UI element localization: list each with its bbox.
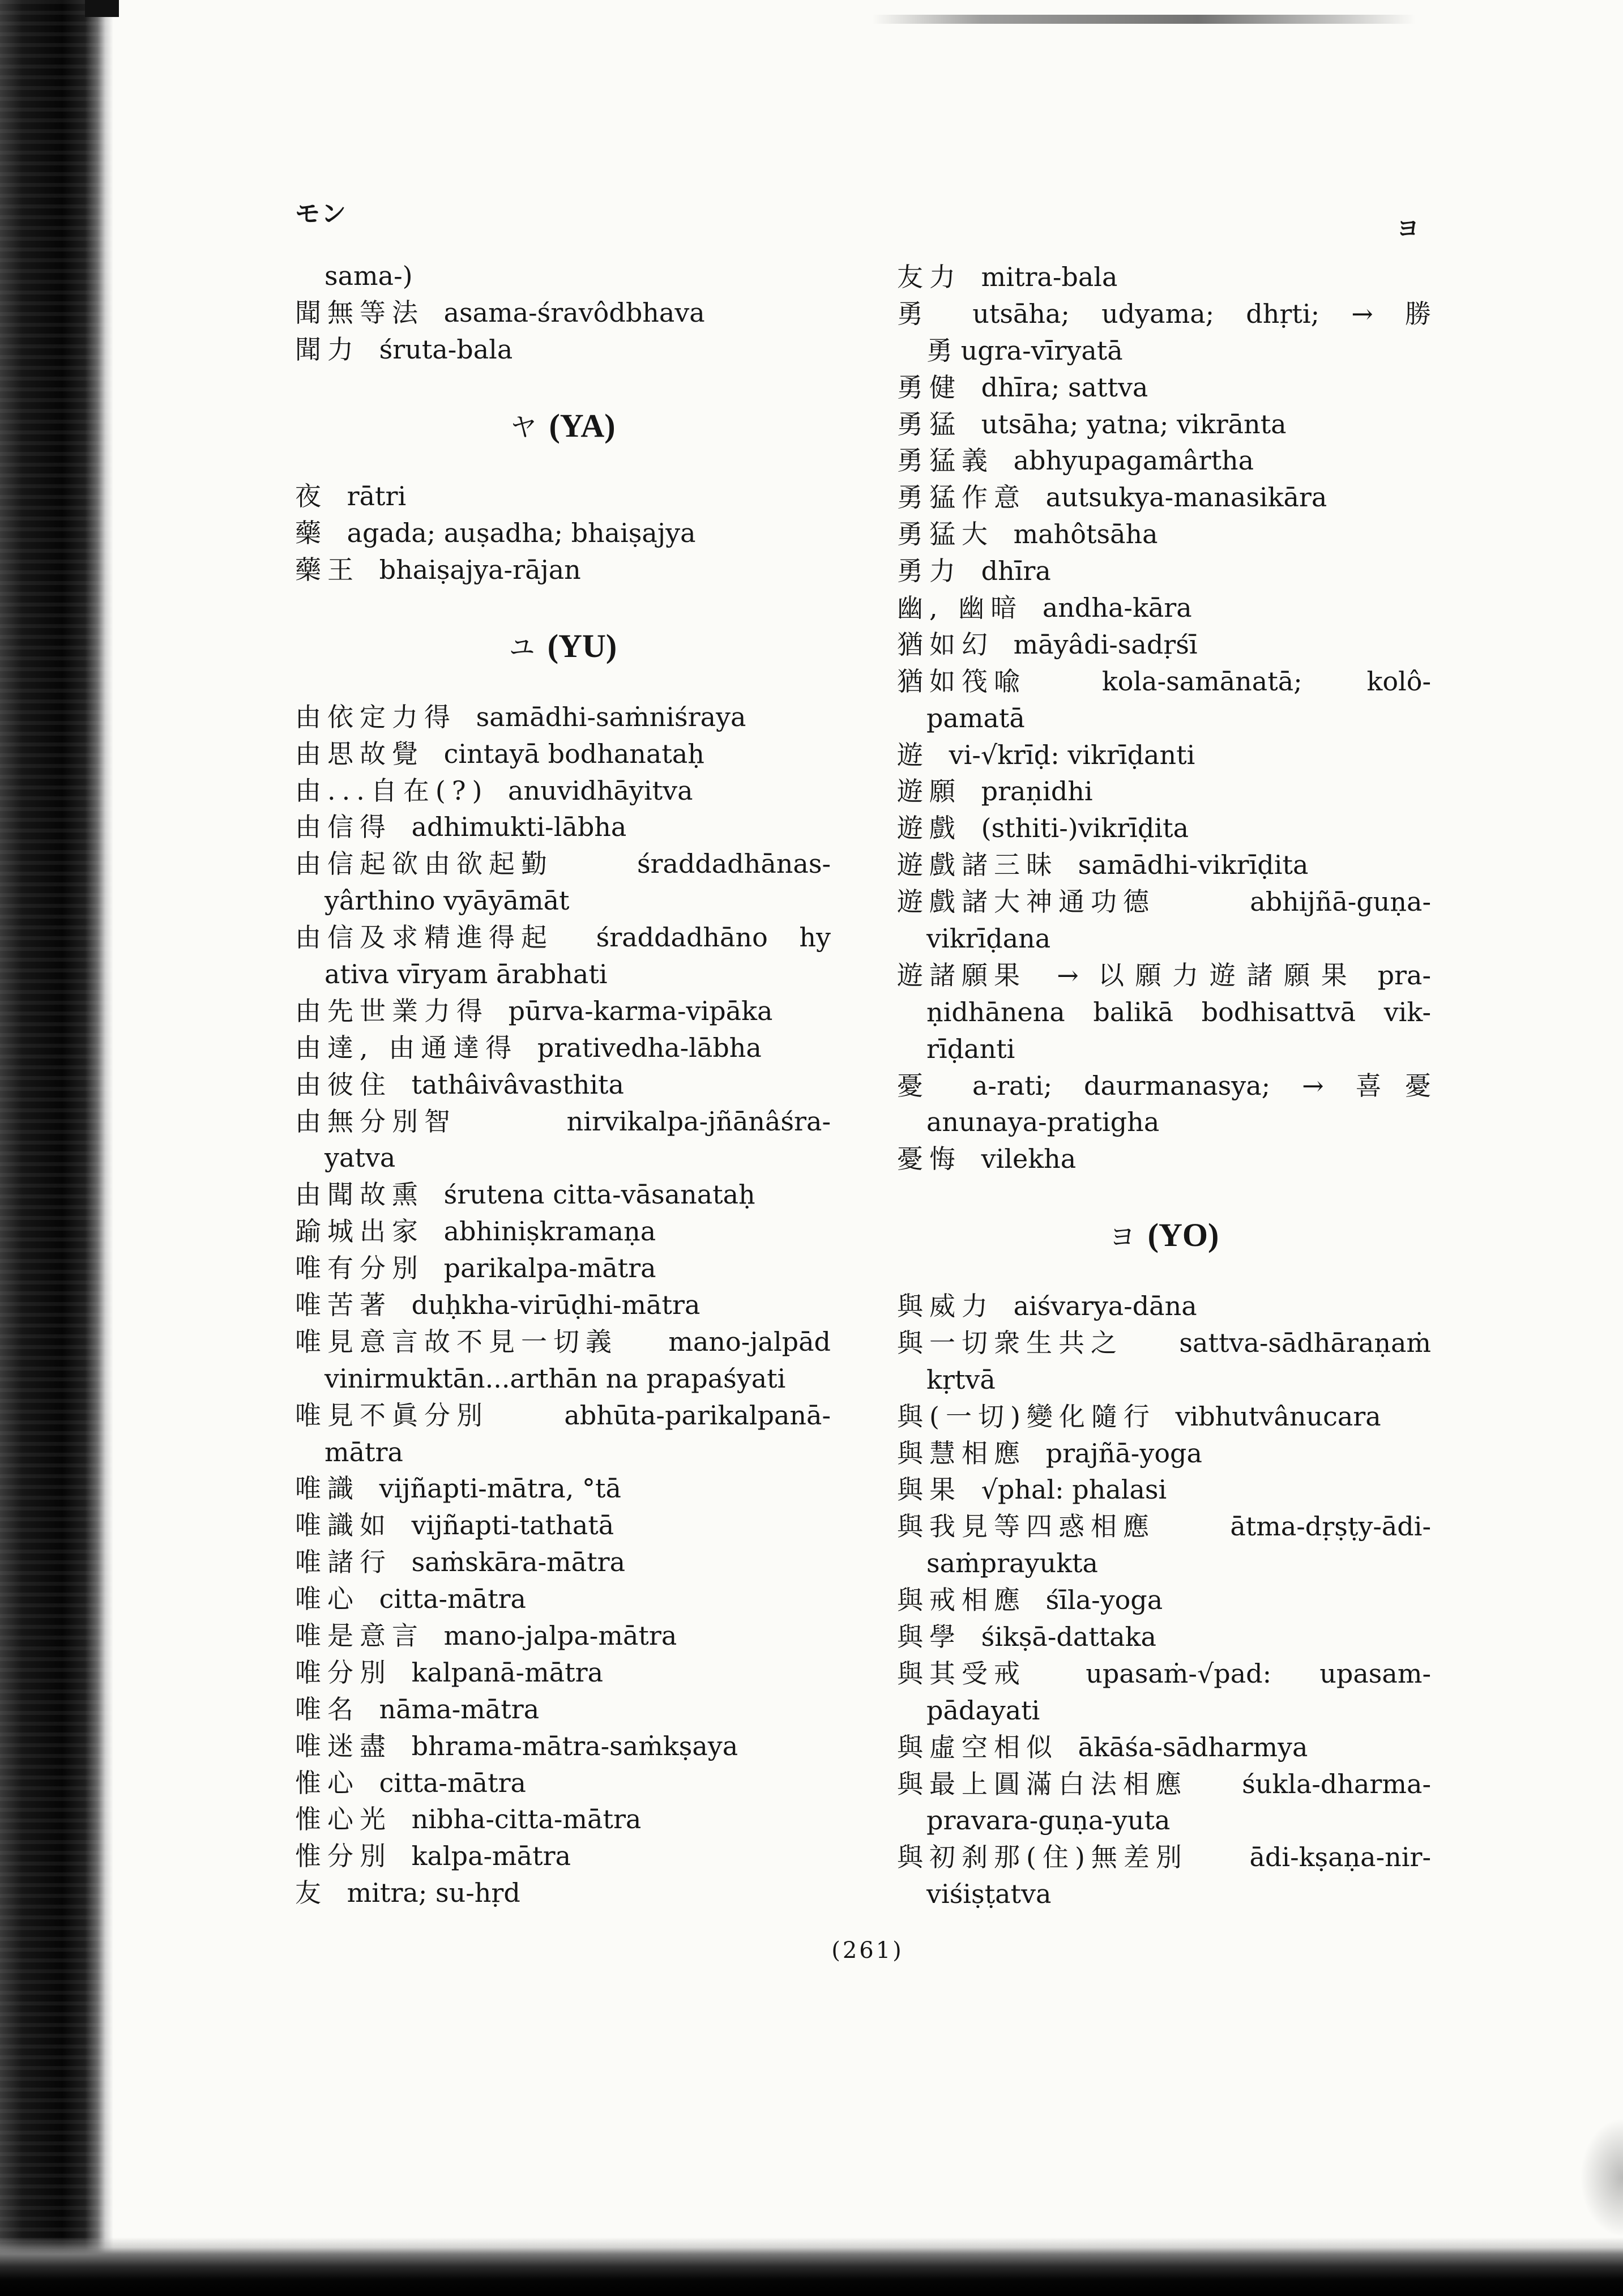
entry-headword: 唯識 [295,1473,360,1504]
entry-headword: 由思故覺 [295,738,424,769]
entry-gloss: mahôtsāha [1013,519,1158,550]
entry-gloss: śikṣā-dattaka [981,1621,1156,1652]
dictionary-entry [897,1766,1431,1803]
entry-gloss: praṇidhi [981,776,1093,807]
dictionary-entry [295,773,831,809]
entry-headword: 遊 [897,739,929,770]
entry-gloss: yatva [324,1142,396,1173]
dictionary-entry [295,1287,831,1324]
dictionary-entry [295,846,831,882]
dictionary-entry [897,737,1431,774]
entry-headword: 唯有分別 [295,1253,424,1284]
entry-headword: 與虛空相似 [897,1731,1058,1762]
entry-headword: 由信得 [295,812,392,843]
entry-gloss: vi-√krīḍ: vikrīḍanti [949,739,1195,770]
section-heading-kana: ヨ [1109,1221,1135,1252]
entry-gloss: citta-mātra [379,1584,526,1615]
dictionary-entry [897,1655,1431,1692]
entry-continuation-line [897,1876,1431,1913]
dictionary-entry [897,1508,1431,1545]
scan-bottom-edge [0,2237,1623,2296]
entry-headword: 遊諸願果 [897,959,1026,991]
entry-headword: 猶如筏喩 [897,665,1026,697]
entry-gloss: śukla-dharma- [1242,1768,1431,1799]
dictionary-entry [295,919,831,956]
entry-gloss: mitra; su-hṛd [347,1877,520,1909]
dictionary-entry [295,736,831,773]
entry-headword: 唯迷盡 [295,1730,392,1761]
entry-gloss: ativa vīryam ārabhati [324,958,608,989]
dictionary-entry [295,295,831,331]
dictionary-entry [897,1325,1431,1362]
entry-gloss: śraddadhānas- [637,848,831,880]
entry-gloss: śruta-bala [379,334,513,365]
entry-headword: 與一切衆生共之 [897,1327,1123,1358]
entry-continuation-line [295,956,831,993]
entry-gloss: viśiṣṭatva [926,1879,1052,1910]
entry-headword: 友力 [897,262,962,292]
dictionary-entry [295,1765,831,1802]
entry-headword: 唯苦著 [295,1289,392,1320]
entry-gloss: mātra [324,1436,403,1467]
entry-gloss: citta-mātra [379,1767,526,1798]
dictionary-entry [897,1068,1431,1104]
dictionary-entry [295,1581,831,1618]
entry-headword: 唯諸行 [295,1547,392,1578]
dictionary-entry [897,1141,1431,1177]
entry-gloss: pūrva-karma-vipāka [508,995,773,1026]
entry-headword: 唯是意言 [295,1620,424,1651]
dictionary-entry [897,626,1431,663]
scan-top-corner-mark [85,0,119,17]
entry-gloss: 勇 ugra-vīryatā [926,335,1123,366]
entry-gloss: kalpanā-mātra [411,1657,604,1688]
dictionary-entry [897,810,1431,847]
dictionary-entry [897,957,1431,994]
entry-gloss: nibha-citta-mātra [411,1804,642,1835]
dictionary-entry [897,1435,1431,1472]
entry-gloss: kalpa-mātra [411,1841,571,1872]
dictionary-entry [897,1619,1431,1655]
entry-gloss: asama-śravôdbhava [443,297,705,328]
dictionary-entry [897,1729,1431,1766]
entry-gloss: yârthino vyāyāmāt [324,885,570,916]
entry-headword: 與最上圓滿白法相應 [897,1768,1188,1799]
entry-headword: 夜 [295,481,327,512]
entry-gloss: utsāha; udyama; dhṛti; → 勝 [972,298,1431,329]
entry-gloss: pādayati [926,1695,1040,1726]
page-number: (261) [831,1937,904,1964]
entry-gloss: upasaṁ-√pad: upasam- [1086,1658,1431,1689]
section-heading [295,368,831,479]
entry-headword: 聞無等法 [295,297,424,328]
entry-headword: 聞力 [295,334,360,365]
entry-continuation-line [295,1140,831,1176]
entry-gloss: aiśvarya-dāna [1013,1290,1197,1321]
entry-gloss: abhijñā-guṇa- [1250,886,1431,917]
entry-gloss: bhrama-mātra-saṁkṣaya [411,1730,738,1761]
entry-gloss: abhiniṣkramaṇa [443,1216,656,1247]
entry-headword: 勇力 [897,556,962,587]
entry-gloss: utsāha; yatna; vikrānta [981,408,1287,439]
entry-headword: 藥 [295,518,327,549]
entry-gloss: rīḍanti [926,1033,1015,1064]
dictionary-entry [295,1176,831,1213]
entry-gloss: abhūta-parikalpanā- [564,1399,831,1431]
dictionary-entry [295,699,831,736]
entry-gloss: anunaya-pratigha [926,1107,1160,1138]
section-heading-kana: ユ [509,632,535,663]
entry-gloss: ātma-dṛṣṭy-ādi- [1230,1511,1431,1542]
left-column [295,258,831,1911]
entry-headword: 唯見意言故不見一切義 [295,1326,618,1357]
entry-headword: 遊戲諸大神通功德 [897,886,1155,917]
scan-binding-shadow [0,0,113,2296]
entry-gloss: √phal: phalasi [981,1474,1167,1505]
section-heading-roman: (YO) [1147,1217,1219,1254]
section-heading [295,588,831,699]
entry-gloss: śrutena citta-vāsanataḥ [443,1179,755,1210]
dictionary-entry [897,442,1431,479]
dictionary-entry [897,553,1431,590]
entry-gloss: saṁskāra-mātra [411,1547,626,1578]
entry-headword: 猶如幻 [897,629,994,660]
entry-gloss: mano-jalpād [668,1326,831,1357]
entry-headword: 勇猛 [897,408,962,439]
entry-gloss: māyâdi-sadṛśī [1013,629,1198,660]
dictionary-entry [897,884,1431,920]
dictionary-entry [897,479,1431,516]
entry-gloss: → 以願力遊諸願果 pra- [1057,959,1431,991]
dictionary-entry [897,1398,1431,1435]
entry-gloss: saṁprayukta [926,1548,1098,1579]
running-head-right: ヨ [1396,215,1419,242]
entry-headword: 勇健 [897,372,962,403]
dictionary-entry [295,1691,831,1728]
dictionary-entry [295,258,831,295]
entry-headword: 與其受戒 [897,1658,1026,1689]
entry-headword: 唯名 [295,1693,360,1725]
dictionary-entry [897,590,1431,626]
entry-gloss: vikrīḍana [926,923,1051,954]
entry-gloss: (sthiti-)vikrīḍita [981,813,1189,844]
entry-headword: 勇猛大 [897,519,994,550]
entry-gloss: rātri [347,481,407,512]
entry-headword: 與學 [897,1621,962,1652]
dictionary-entry [295,1324,831,1360]
entry-headword: 藥王 [295,554,360,586]
entry-gloss: andha-kāra [1042,592,1192,624]
dictionary-entry [295,1838,831,1875]
entry-headword: 友 [295,1877,327,1909]
entry-gloss: mano-jalpa-mātra [443,1620,677,1651]
entry-headword: 與(一切)變化隨行 [897,1401,1156,1432]
entry-gloss: kṛtvā [926,1364,996,1395]
entry-headword: 由達, 由通達得 [295,1032,518,1063]
dictionary-entry [295,1397,831,1434]
entry-gloss: vibhutvânucara [1175,1401,1381,1432]
dictionary-entry [295,515,831,552]
entry-headword: 由信起欲由欲起勤 [295,848,553,880]
entry-gloss: autsukya-manasikāra [1045,482,1327,513]
dictionary-entry [897,259,1431,296]
entry-headword: 與慧相應 [897,1437,1026,1469]
dictionary-entry [897,1839,1431,1876]
entry-headword: 由信及求精進得起 [295,922,553,953]
dictionary-entry [295,1507,831,1544]
entry-gloss: samādhi-vikrīḍita [1078,850,1309,881]
section-heading-kana: ヤ [510,412,537,443]
entry-headword: 與我見等四惑相應 [897,1511,1155,1542]
entry-continuation-line [295,1360,831,1397]
entry-headword: 遊願 [897,776,962,807]
entry-gloss: mitra-bala [981,262,1118,292]
entry-continuation-line [897,1692,1431,1729]
dictionary-entry [897,369,1431,406]
entry-headword: 由...自在(?) [295,775,489,806]
entry-headword: 與威力 [897,1290,994,1321]
entry-gloss: vilekha [981,1143,1077,1175]
entry-gloss: pravara-guṇa-yuta [926,1805,1171,1836]
entry-gloss: duḥkha-virūḍhi-mātra [411,1289,701,1320]
entry-continuation-line [897,1104,1431,1141]
dictionary-entry [897,847,1431,884]
dictionary-entry [295,1030,831,1066]
entry-gloss: a-rati; daurmanasya; → 喜憂 [972,1070,1431,1101]
entry-gloss: dhīra [981,556,1051,587]
scan-top-edge-line [872,15,1416,24]
entry-gloss: vijñapti-mātra, °tā [379,1473,621,1504]
entry-headword: 憂悔 [897,1143,962,1175]
scan-right-smudge [1580,2118,1623,2237]
entry-headword: 幽, 幽暗 [897,592,1023,624]
entry-headword: 唯分別 [295,1657,392,1688]
entry-headword: 由彼住 [295,1069,392,1100]
entry-headword: 唯見不眞分別 [295,1399,489,1431]
entry-gloss: nirvikalpa-jñānâśra- [566,1106,831,1137]
dictionary-entry [897,296,1431,332]
entry-gloss: kola-samānatā; kolô- [1101,665,1432,697]
entry-headword: 遊戲諸三昧 [897,850,1058,881]
dictionary-entry [295,478,831,515]
entry-headword: 勇猛作意 [897,482,1026,513]
dictionary-entry [295,1728,831,1765]
dictionary-entry [897,406,1431,443]
entry-headword: 與果 [897,1474,962,1505]
entry-gloss: dhīra; sattva [981,372,1148,403]
entry-headword: 勇 [897,298,929,329]
entry-gloss: abhyupagamârtha [1013,445,1254,476]
entry-gloss: vinirmuktān...arthān na prapaśyati [324,1363,786,1394]
entry-gloss: śīla-yoga [1045,1585,1163,1616]
entry-headword: 由無分別智 [295,1106,456,1137]
entry-gloss: agada; auṣadha; bhaiṣajya [347,518,696,549]
entry-gloss: samādhi-saṁniśraya [476,701,746,732]
dictionary-entry [897,1288,1431,1325]
dictionary-entry [295,1544,831,1581]
dictionary-entry [897,1471,1431,1508]
entry-gloss: vijñapti-tathatā [411,1510,614,1541]
entry-gloss: ādi-kṣaṇa-nir- [1249,1842,1431,1873]
dictionary-entry [295,1618,831,1654]
entry-headword: 憂 [897,1070,929,1101]
entry-headword: 踰城出家 [295,1216,424,1247]
entry-headword: 惟心光 [295,1804,392,1835]
entry-gloss: sama-) [324,261,413,291]
dictionary-entry [295,993,831,1030]
entry-headword: 勇猛義 [897,445,994,476]
entry-gloss: sattva-sādhāraṇaṁ [1179,1327,1431,1358]
entry-headword: 由依定力得 [295,701,456,732]
entry-gloss: ākāśa-sādharmya [1078,1731,1308,1762]
dictionary-entry [897,1582,1431,1619]
entry-gloss: anuvidhāyitva [508,775,693,806]
entry-gloss: prajñā-yoga [1045,1437,1202,1469]
dictionary-entry [295,331,831,368]
running-head-left: モン [295,199,347,228]
entry-gloss: nāma-mātra [379,1693,540,1725]
entry-headword: 與戒相應 [897,1585,1026,1616]
dictionary-entry [295,1470,831,1507]
dictionary-entry [295,1103,831,1140]
dictionary-entry [295,552,831,588]
entry-headword: 唯識如 [295,1510,392,1541]
entry-headword: 唯心 [295,1584,360,1615]
entry-gloss: śraddadhāno hy [596,922,831,953]
dictionary-entry [897,516,1431,553]
entry-gloss: parikalpa-mātra [443,1253,656,1284]
entry-continuation-line [295,1434,831,1471]
entry-headword: 由先世業力得 [295,995,489,1026]
dictionary-entry [295,1654,831,1691]
entry-continuation-line [897,920,1431,957]
entry-gloss: ṇidhānena balikā bodhisattvā vik- [926,996,1431,1027]
entry-continuation-line [897,994,1431,1031]
entry-gloss: pamatā [926,702,1025,733]
entry-headword: 惟心 [295,1767,360,1798]
dictionary-entry [295,1875,831,1911]
entry-gloss: tathâivâvasthita [411,1069,624,1100]
entry-continuation-line [897,1362,1431,1398]
entry-gloss: cintayā bodhanataḥ [443,738,704,769]
entry-continuation-line [897,1031,1431,1068]
dictionary-entry [295,1066,831,1103]
entry-gloss: prativedha-lābha [537,1032,762,1063]
dictionary-entry [295,809,831,846]
entry-continuation-line [897,1545,1431,1582]
dictionary-entry [295,1213,831,1250]
right-column [897,259,1431,1913]
dictionary-entry [897,663,1431,700]
entry-gloss: adhimukti-lābha [411,812,627,843]
entry-continuation-line [897,700,1431,737]
section-heading-roman: (YA) [549,407,616,444]
entry-headword: 惟分別 [295,1841,392,1872]
section-heading [897,1177,1431,1288]
entry-gloss: bhaiṣajya-rājan [379,554,581,586]
entry-continuation-line [295,882,831,919]
section-heading-roman: (YU) [547,627,617,664]
dictionary-entry [295,1801,831,1838]
entry-headword: 由聞故熏 [295,1179,424,1210]
entry-headword: 遊戲 [897,813,962,844]
entry-continuation-line [897,1802,1431,1839]
dictionary-entry [897,773,1431,810]
entry-headword: 與初刹那(住)無差別 [897,1842,1188,1873]
dictionary-entry [295,1250,831,1287]
entry-continuation-line [897,332,1431,369]
